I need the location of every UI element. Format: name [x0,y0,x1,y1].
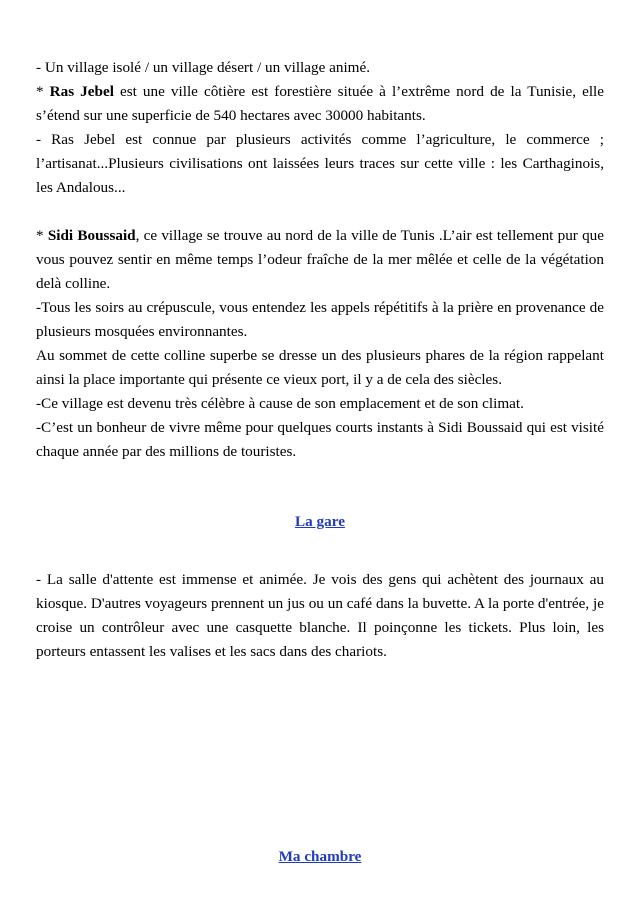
paragraph-phare: Au sommet de cette colline superbe se dresse un des plusieurs phares de la région rappelant ainsi la place importante qui présente ce vieux port, il y a de cela des siècles. [36,347,604,388]
bullet-star: * [36,227,48,244]
ras-jebel-description: est une ville côtière est forestière située à l’extrême nord de la Tunisie, elle s’étend sur une superficie de 540 hectares avec 30000 habitants. [36,83,605,124]
paragraph-sidi-boussaid [36,224,604,296]
paragraph-gare: - La salle d'attente est immense et animée. Je vois des gens qui achètent des journaux au kiosque. D'autres voyageurs prennent un jus ou un café dans la buvette. A la porte d'entrée, je croise un contrôleur avec une casquette blanche. Il poinçonne les tickets. Plus loin, les porteurs entassent les valises et les sacs dans des chariots. [36,571,604,660]
ras-jebel-name: Ras Jebel [49,83,114,100]
paragraph-crepuscule: -Tous les soirs au crépuscule, vous entendez les appels répétitifs à la prière en provenance de plusieurs mosquées environnantes. [36,299,604,340]
sidi-boussaid-description: , ce village se trouve au nord de la ville de Tunis .L’air est tellement pur que vous pouvez sentir en même temps l’odeur fraîche de la mer mêlée et celle de la végétation delà colline. [36,227,605,292]
blank-line [36,534,604,568]
blank-line [36,464,604,498]
sidi-boussaid-name: Sidi Boussaid [47,227,136,244]
blank-line [36,200,604,224]
document-page [36,56,604,664]
heading-la-gare [36,510,604,534]
la-gare-link[interactable]: La gare [295,513,345,530]
bullet-star: * [36,83,50,100]
paragraph-ras-jebel [36,80,604,128]
heading-ma-chambre [36,845,604,869]
ma-chambre-link[interactable]: Ma chambre [278,848,362,865]
paragraph-ras-jebel-activities: - Ras Jebel est connue par plusieurs activités comme l’agriculture, le commerce ; l’artisanat...Plusieurs civilisations ont laissées leurs traces sur cette ville : les Carthaginois, les Andalous... [36,131,604,196]
paragraph-bonheur: -C’est un bonheur de vivre même pour quelques courts instants à Sidi Boussaid qui est visité chaque année par des millions de touristes. [36,419,604,460]
paragraph-celebre: -Ce village est devenu très célèbre à cause de son emplacement et de son climat. [36,395,524,412]
paragraph-village-types: - Un village isolé / un village désert / un village animé. [36,59,371,76]
